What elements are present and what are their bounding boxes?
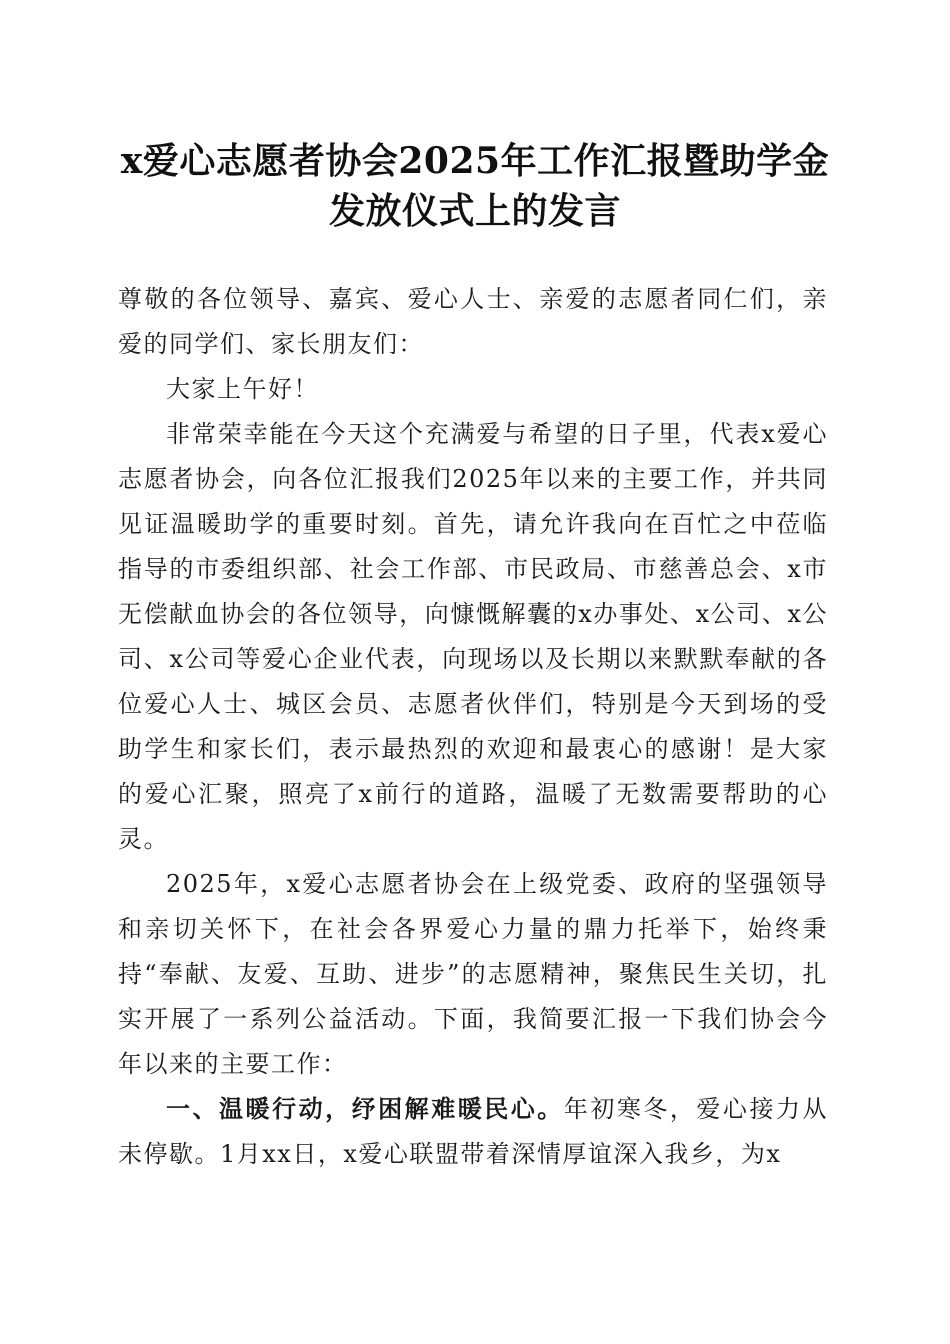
section-1-paragraph bbox=[118, 1087, 828, 1177]
section-1-text: 年初寒冬，爱心接力从未停歇。1月xx日，x爱心联盟带着深情厚谊深入我乡，为x bbox=[118, 1095, 828, 1168]
document-title: x爱心志愿者协会2025年工作汇报暨助学金发放仪式上的发言 bbox=[120, 140, 830, 232]
greeting-paragraph: 大家上午好！ bbox=[166, 375, 319, 403]
section-1-heading: 一、温暖行动，纾困解难暖民心。 bbox=[166, 1095, 564, 1123]
document-body bbox=[118, 277, 828, 1177]
body-paragraph-1: 非常荣幸能在今天这个充满爱与希望的日子里，代表x爱心志愿者协会，向各位汇报我们2025年以来的主要工作，并共同见证温暖助学的重要时刻。首先，请允许我向在百忙之中莅临指导的市委组织部、社会工作部、市民政局、市慈善总会、x市无偿献血协会的各位领导，向慷慨解囊的x办事处、x公司、x公司、x公司等爱心企业代表，向现场以及长期以来默默奉献的各位爱心人士、城区会员、志愿者伙伴们，特别是今天到场的受助学生和家长们，表示最热烈的欢迎和最衷心的感谢！是大家的爱心汇聚，照亮了x前行的道路，温暖了无数需要帮助的心灵。 bbox=[118, 420, 828, 853]
body-paragraph-2: 2025年，x爱心志愿者协会在上级党委、政府的坚强领导和亲切关怀下，在社会各界爱心力量的鼎力托举下，始终秉持“奉献、友爱、互助、进步”的志愿精神，聚焦民生关切，扎实开展了一系列公益活动。下面，我简要汇报一下我们协会今年以来的主要工作： bbox=[118, 870, 828, 1078]
salutation-paragraph: 尊敬的各位领导、嘉宾、爱心人士、亲爱的志愿者同仁们，亲爱的同学们、家长朋友们： bbox=[118, 285, 828, 358]
